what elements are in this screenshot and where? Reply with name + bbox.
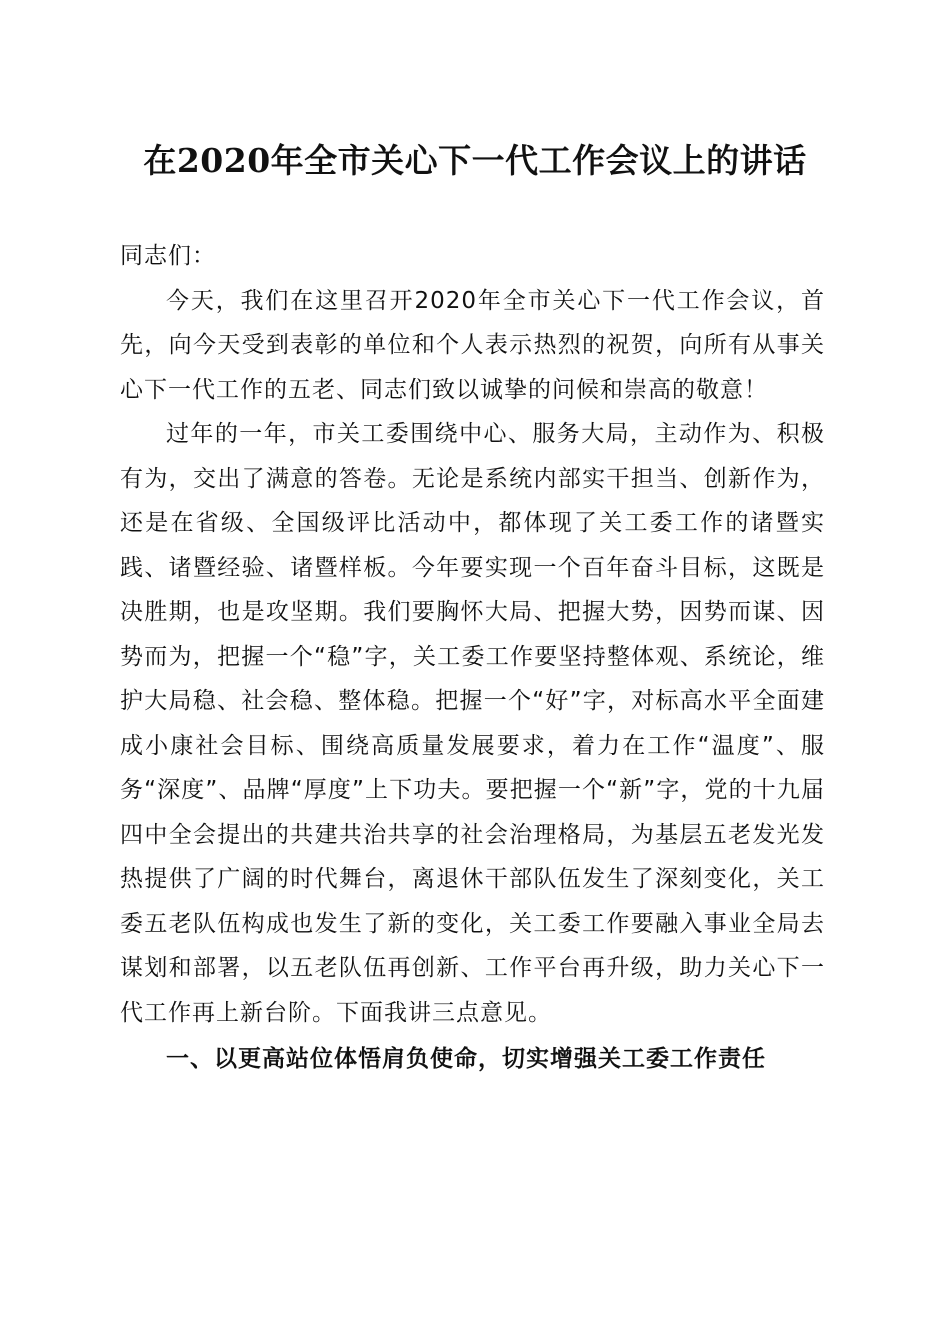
document-body <box>120 234 825 1082</box>
section-heading-1: 一、以更高站位体悟肩负使命，切实增强关工委工作责任 <box>166 1046 766 1072</box>
salutation: 同志们： <box>120 243 216 269</box>
paragraph-opening: 今天，我们在这里召开2020年全市关心下一代工作会议，首先，向今天受到表彰的单位和个人表示热烈的祝贺，向所有从事关心下一代工作的五老、同志们致以诚挚的问候和崇高的敬意！ <box>120 287 825 403</box>
document-title: 在2020年全市关心下一代工作会议上的讲话 <box>143 141 807 180</box>
paragraph-review: 过年的一年，市关工委围绕中心、服务大局，主动作为、积极有为，交出了满意的答卷。无论是系统内部实干担当、创新作为，还是在省级、全国级评比活动中，都体现了关工委工作的诸暨实践、诸暨经验、诸暨样板。今年要实现一个百年奋斗目标，这既是决胜期，也是攻坚期。我们要胸怀大局、把握大势，因势而谋、因势而为，把握一个“稳”字，关工委工作要坚持整体观、系统论，维护大局稳、社会稳、整体稳。把握一个“好”字，对标高水平全面建成小康社会目标、围绕高质量发展要求，着力在工作“温度”、服务“深度”、品牌“厚度”上下功夫。要把握一个“新”字，党的十九届四中全会提出的共建共治共享的社会治理格局，为基层五老发光发热提供了广阔的时代舞台，离退休干部队伍发生了深刻变化，关工委五老队伍构成也发生了新的变化，关工委工作要融入事业全局去谋划和部署，以五老队伍再创新、工作平台再升级，助力关心下一代工作再上新台阶。下面我讲三点意见。 <box>120 421 825 1026</box>
